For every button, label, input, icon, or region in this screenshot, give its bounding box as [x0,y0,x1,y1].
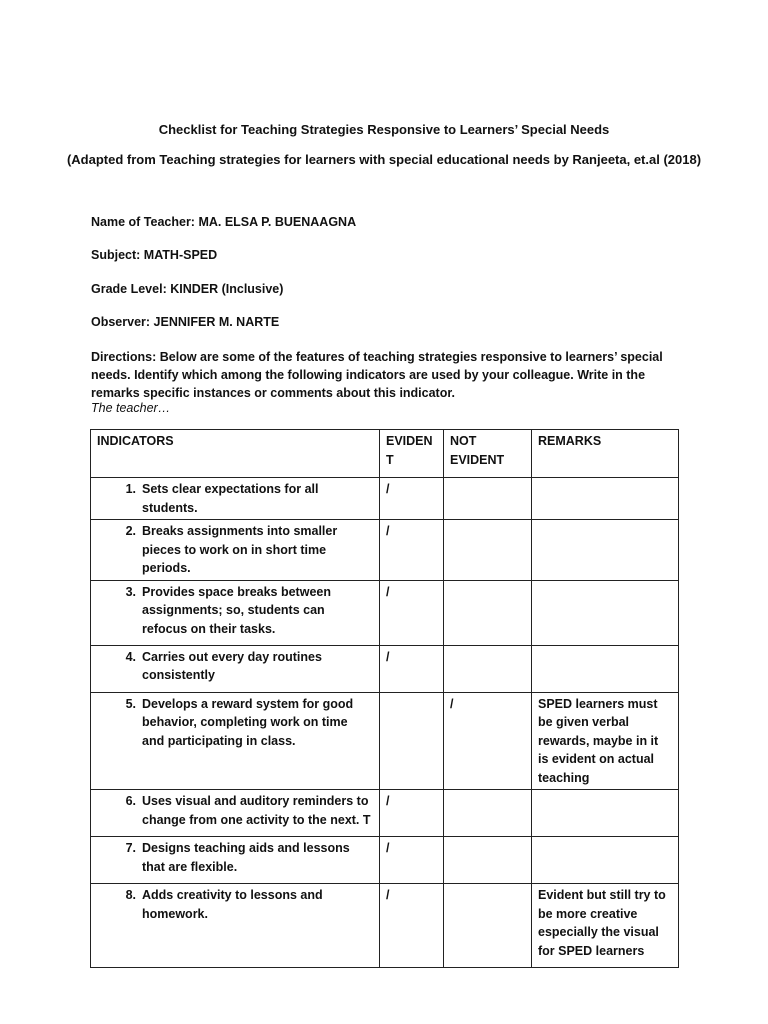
indicator-cell [91,692,380,790]
indicator-text: Breaks assignments into smaller pieces to work on in short time periods. [142,524,338,575]
not-evident-cell [444,645,532,692]
document-title: Checklist for Teaching Strategies Responsive to Learners’ Special Needs [158,122,610,137]
evident-cell: / [380,645,444,692]
header-evident-line2: T [386,452,394,467]
header-evident [380,430,444,478]
grade-level-field: Grade Level: KINDER (Inclusive) [91,282,284,296]
header-evident-line1: EVIDEN [386,434,433,448]
table-row [91,478,679,520]
remarks-cell [532,478,679,520]
indicator-text: Adds creativity to lessons and homework. [142,888,323,921]
indicator-cell [91,790,380,837]
indicator-text: Designs teaching aids and lessons that are flexible. [142,841,350,874]
indicator-number: 6. [125,794,136,808]
indicator-cell [91,520,380,581]
header-remarks: REMARKS [532,430,679,478]
not-evident-cell [444,884,532,968]
table-row [91,884,679,968]
table-row [91,580,679,645]
remarks-cell [532,580,679,645]
indicator-number: 8. [125,888,136,902]
remarks-cell [532,645,679,692]
indicators-table [90,429,679,968]
table-row [91,520,679,581]
subject-field: Subject: MATH-SPED [91,248,218,262]
document-subtitle: (Adapted from Teaching strategies for learners with special educational needs by Ranjeeta, et.al (2018) [66,152,702,167]
header-indicators: INDICATORS [91,430,380,478]
evident-cell: / [380,478,444,520]
remarks-cell [532,520,679,581]
remarks-cell: SPED learners must be given verbal rewards, maybe in it is evident on actual teaching [532,692,679,790]
directions-text: Directions: Below are some of the features of teaching strategies responsive to learners’ special needs. Identify which among the following indicators are used by your colleague. Write in the remarks specific instances or comments about this indicator. [91,350,663,400]
not-evident-cell [444,790,532,837]
evident-cell [380,692,444,790]
indicator-text: Sets clear expectations for all students. [142,482,319,515]
indicator-text: Uses visual and auditory reminders to change from one activity to the next. T [142,794,371,827]
evident-cell: / [380,837,444,884]
remarks-cell [532,837,679,884]
table-row [91,645,679,692]
evident-cell: / [380,520,444,581]
indicator-cell [91,837,380,884]
header-not-evident-line1: NOT [450,434,477,448]
table-row [91,790,679,837]
evident-cell: / [380,884,444,968]
indicator-text: Develops a reward system for good behavior, completing work on time and participating in class. [142,696,354,748]
not-evident-cell: / [444,692,532,790]
indicator-text: Carries out every day routines consistently [142,649,322,682]
indicator-number: 2. [125,524,136,538]
evident-cell: / [380,790,444,837]
indicator-number: 4. [125,649,136,664]
indicator-cell [91,580,380,645]
indicator-number: 3. [125,584,136,599]
not-evident-cell [444,580,532,645]
not-evident-cell [444,520,532,581]
teacher-lead-text: The teacher… [91,401,171,415]
remarks-cell [532,790,679,837]
indicator-number: 5. [125,696,136,711]
header-not-evident [444,430,532,478]
table-row [91,837,679,884]
indicator-cell [91,884,380,968]
indicator-number: 7. [125,841,136,855]
indicator-number: 1. [125,482,136,496]
indicator-cell [91,645,380,692]
not-evident-cell [444,478,532,520]
teacher-name-field: Name of Teacher: MA. ELSA P. BUENAAGNA [91,215,357,229]
header-not-evident-line2: EVIDENT [450,452,505,467]
remarks-cell: Evident but still try to be more creative especially the visual for SPED learners [532,884,679,968]
table-row [91,692,679,790]
indicator-cell [91,478,380,520]
not-evident-cell [444,837,532,884]
table-header-row [91,430,679,478]
observer-field: Observer: JENNIFER M. NARTE [91,315,280,329]
indicator-text: Provides space breaks between assignments; so, students can refocus on their tasks. [142,584,331,636]
evident-cell: / [380,580,444,645]
